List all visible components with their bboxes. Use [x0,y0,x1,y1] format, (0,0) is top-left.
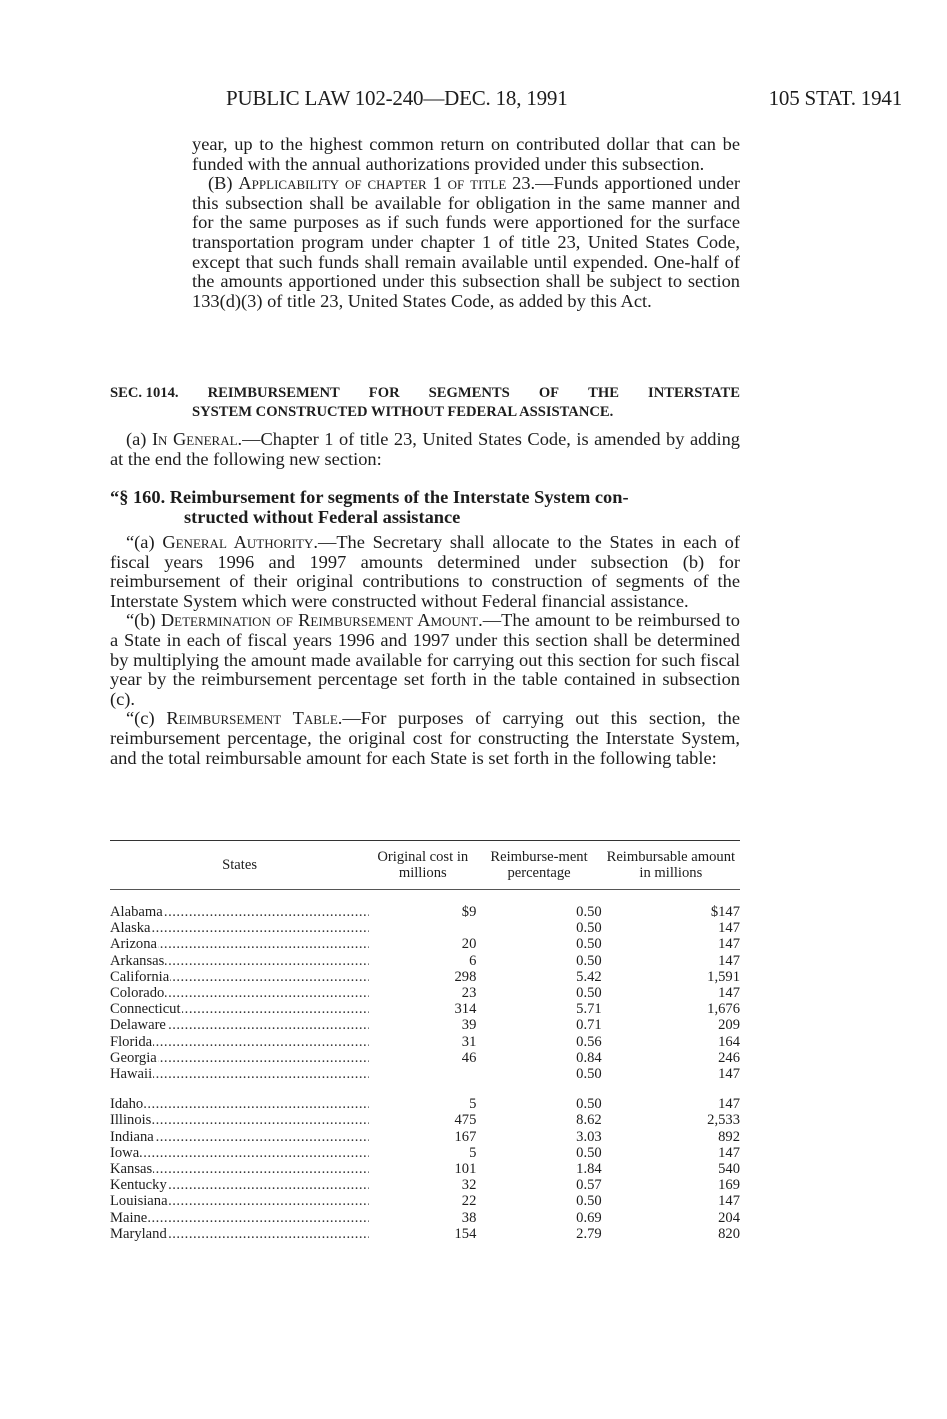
section-160-body [110,533,740,768]
table-row: California ..... 298 5.42 1,591 [110,969,740,985]
table-row: Idaho ..... 5 0.50 147 [110,1096,740,1112]
paragraph-b-heading: Applicability of chapter 1 of title 23. [238,173,536,194]
table-row: Kentucky ..... 32 0.57 169 [110,1177,740,1193]
table-row: Maine ..... 38 0.69 204 [110,1210,740,1226]
running-header [226,86,902,111]
subsection-continuation [192,135,740,311]
header-stat-page: 105 STAT. 1941 [768,86,902,110]
table-row: Connecticut ..... 314 5.71 1,676 [110,1001,740,1017]
table-row: Alaska ..... 0.50 147 [110,920,740,936]
subsection-c: “(c) Reimbursement Table.—For purposes of carrying out this section, the reimbursement percentage, the original cost for constructing the Interstate System, and the total reimbursable amount for each State is set forth in the following table: [110,708,740,768]
reimbursement-table [110,840,740,1242]
table-row: Hawaii ..... 0.50 147 [110,1066,740,1082]
column-header-states: States [222,857,258,873]
subsection-c-heading: Reimbursement Table. [166,708,343,729]
table-row: Alabama ..... $9 0.50 $147 [110,904,740,920]
table-row: Illinois ..... 475 8.62 2,533 [110,1112,740,1128]
table-row: Louisiana ..... 22 0.50 147 [110,1193,740,1209]
subsection-b: “(b) Determination of Reimbursement Amount.—The amount to be reimbursed to a State in each of fiscal years 1996 and 1997 under this section shall be determined by multiplying the amount made available for carrying out this section for such fiscal year by the reimbursement percentage set forth in the table contained in subsection (c). [110,610,740,709]
column-header-percentage: Reimburse-ment percentage [490,849,588,881]
paragraph-b: (B) Applicability of chapter 1 of title 23.—Funds apportioned under this subsection shall be available for obligation in the same manner and for the same purposes as if such funds were apportioned for the surface transportation program under chapter 1 of title 23, United States Code, except that such funds shall remain available until expended. One-half of the amounts apportioned under this subsection shall be subject to section 133(d)(3) of title 23, United States Code, as added by this Act. [192,173,740,311]
section-160-heading: “§ 160. Reimbursement for segments of the Interstate System con- structed without Federal assistance [110,487,629,527]
table-row: Georgia ..... 46 0.84 246 [110,1050,740,1066]
column-header-original-cost: Original cost in millions [377,849,469,881]
table-row: Arkansas ..... 6 0.50 147 [110,953,740,969]
table-row: Kansas ..... 101 1.84 540 [110,1161,740,1177]
paragraph-in-general: (a) In General.—Chapter 1 of title 23, United States Code, is amended by adding at the end the following new section: [110,429,740,469]
table-row: Indiana ..... 167 3.03 892 [110,1129,740,1145]
table-row: Iowa ..... 5 0.50 147 [110,1145,740,1161]
table-row: Arizona ..... 20 0.50 147 [110,936,740,952]
subsection-a-heading: General Authority. [162,532,318,552]
section-heading: SEC. 1014. REIMBURSEMENT FOR SEGMENTS OF THE INTERSTATE SYSTEM CONSTRUCTED WITHOUT FEDERAL ASSISTANCE. [110,385,740,420]
table-header-row [110,841,740,890]
subsection-a: “(a) General Authority.—The Secretary shall allocate to the States in each of fiscal years 1996 and 1997 amounts determined under subsection (b) for reimbursement of their original contributions to construction of segments of the Interstate System which were constructed without Federal financial assistance. [110,532,741,611]
continued-paragraph: year, up to the highest common return on contributed dollar that can be funded with the annual authorizations provided under this subsection. [192,134,740,174]
in-general-heading: In General. [151,429,243,449]
table-row: Maryland ..... 154 2.79 820 [110,1226,740,1242]
section-number: SEC. 1014. [110,385,179,401]
subsection-b-heading: Determination of Reimbursement Amount. [160,610,483,631]
table-row: Delaware ..... 39 0.71 209 [110,1017,740,1033]
table-row: Colorado ..... 23 0.50 147 [110,985,740,1001]
column-header-reimbursable-amount: Reimbursable amount in millions [606,849,736,881]
section-title-line2: SYSTEM CONSTRUCTED WITHOUT FEDERAL ASSISTANCE. [192,404,614,420]
table-row: Florida ..... 31 0.56 164 [110,1034,740,1050]
header-law-citation: PUBLIC LAW 102-240—DEC. 18, 1991 [226,86,568,110]
